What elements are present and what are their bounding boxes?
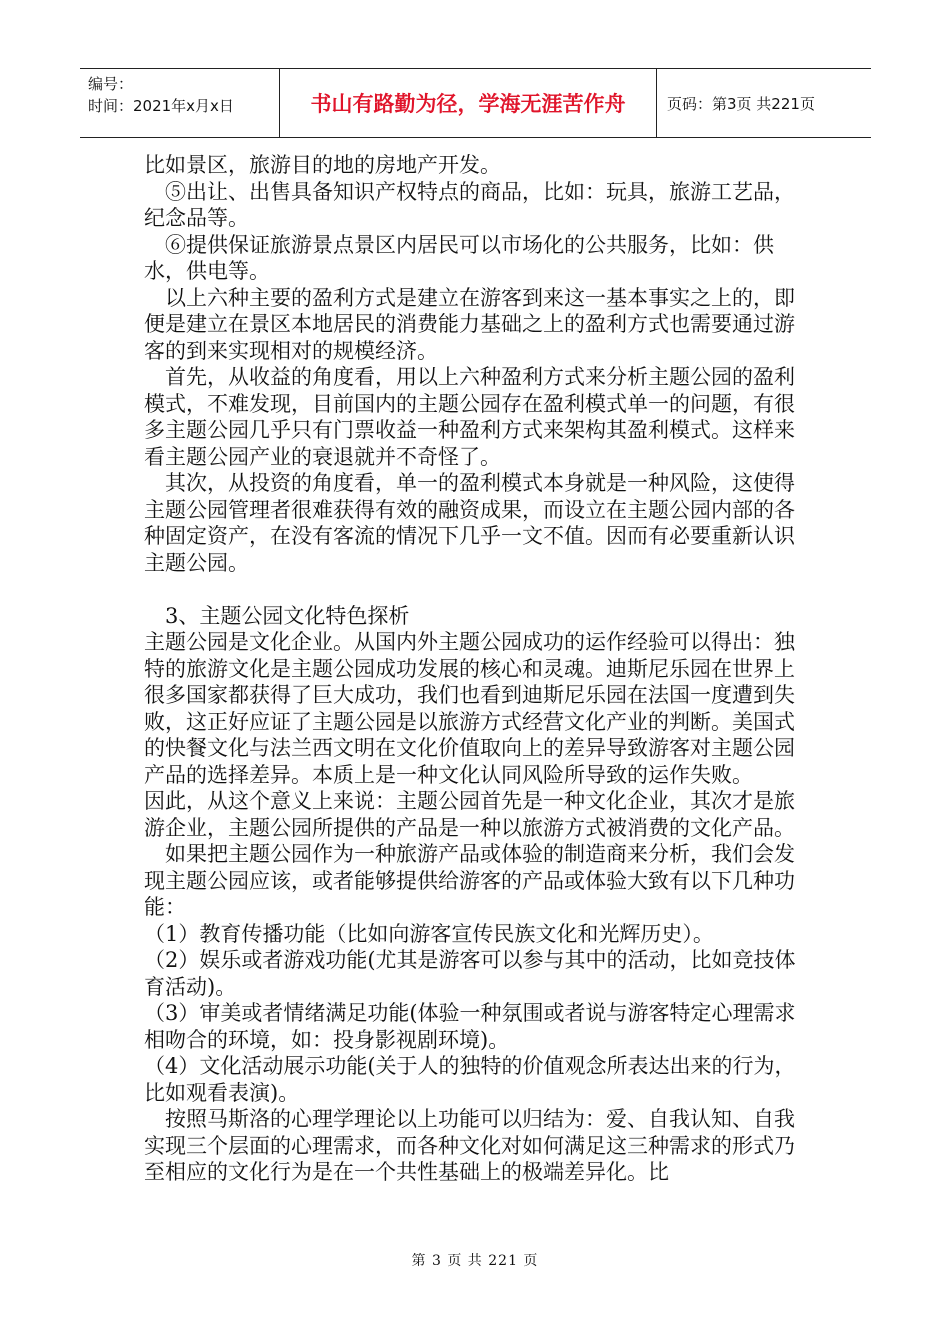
- paragraph: 其次，从投资的角度看，单一的盈利模式本身就是一种风险，这使得主题公园管理者很难获得有效的融资成果，而设立在主题公园内部的各种固定资产，在没有客流的情况下几乎一文不值。因而有必要重新认识主题公园。: [144, 471, 795, 575]
- paragraph: （3）审美或者情绪满足功能(体验一种氛围或者说与游客特定心理需求相吻合的环境，如：投身影视剧环境)。: [144, 1001, 796, 1052]
- paragraph: 因此，从这个意义上来说：主题公园首先是一种文化企业，其次才是旅游企业，主题公园所提供的产品是一种以旅游方式被消费的文化产品。: [144, 789, 795, 840]
- paragraph: 首先，从收益的角度看，用以上六种盈利方式来分析主题公园的盈利模式，不难发现，目前国内的主题公园存在盈利模式单一的问题，有很多主题公园几乎只有门票收益一种盈利方式来架构其盈利模式。这样来看主题公园产业的衰退就并不奇怪了。: [144, 365, 795, 469]
- page-header: [80, 68, 871, 138]
- paragraph: 如果把主题公园作为一种旅游产品或体验的制造商来分析，我们会发现主题公园应该，或者能够提供给游客的产品或体验大致有以下几种功能：: [144, 842, 795, 919]
- motto-banner: 书山有路勤为径，学海无涯苦作舟: [280, 69, 657, 137]
- paragraph: （1）教育传播功能（比如向游客宣传民族文化和光辉历史）。: [144, 921, 714, 946]
- date-label: 时间：2021年x月x日: [88, 97, 234, 115]
- paragraph: 主题公园是文化企业。从国内外主题公园成功的运作经验可以得出：独特的旅游文化是主题公园成功发展的核心和灵魂。迪斯尼乐园在世界上很多国家都获得了巨大成功，我们也看到迪斯尼乐园在法国一度遭到失败，这正好应证了主题公园是以旅游方式经营文化产业的判断。美国式的快餐文化与法兰西文明在文化价值取向上的差异导致游客对主题公园产品的选择差异。本质上是一种文化认同风险所导致的运作失败。: [144, 630, 795, 787]
- serial-number-label: 编号：: [88, 75, 134, 93]
- header-meta: [80, 69, 280, 137]
- page-count-label: 页码：第3页 共221页: [667, 94, 815, 113]
- paragraph: ⑤出让、出售具备知识产权特点的商品，比如：玩具，旅游工艺品，纪念品等。: [144, 179, 795, 230]
- paragraph: 3、主题公园文化特色探析: [165, 603, 410, 628]
- paragraph: 以上六种主要的盈利方式是建立在游客到来这一基本事实之上的，即便是建立在景区本地居民的消费能力基础之上的盈利方式也需要通过游客的到来实现相对的规模经济。: [144, 285, 795, 363]
- paragraph: （4）文化活动展示功能(关于人的独特的价值观念所表达出来的行为，比如观看表演)。: [144, 1054, 796, 1105]
- document-body: [144, 152, 808, 1186]
- blank-line: [144, 576, 808, 603]
- paragraph: 按照马斯洛的心理学理论以上功能可以归结为：爱、自我认知、自我实现三个层面的心理需求，而各种文化对如何满足这三种需求的形式乃至相应的文化行为是在一个共性基础上的极端差异化。比: [144, 1107, 795, 1184]
- page-footer: 第 3 页 共 221 页: [411, 1253, 539, 1269]
- paragraph: （2）娱乐或者游戏功能(尤其是游客可以参与其中的活动，比如竞技体育活动)。: [144, 948, 796, 999]
- paragraph: 比如景区，旅游目的地的房地产开发。: [144, 153, 501, 177]
- paragraph: ⑥提供保证旅游景点景区内居民可以市场化的公共服务，比如：供水，供电等。: [144, 232, 774, 283]
